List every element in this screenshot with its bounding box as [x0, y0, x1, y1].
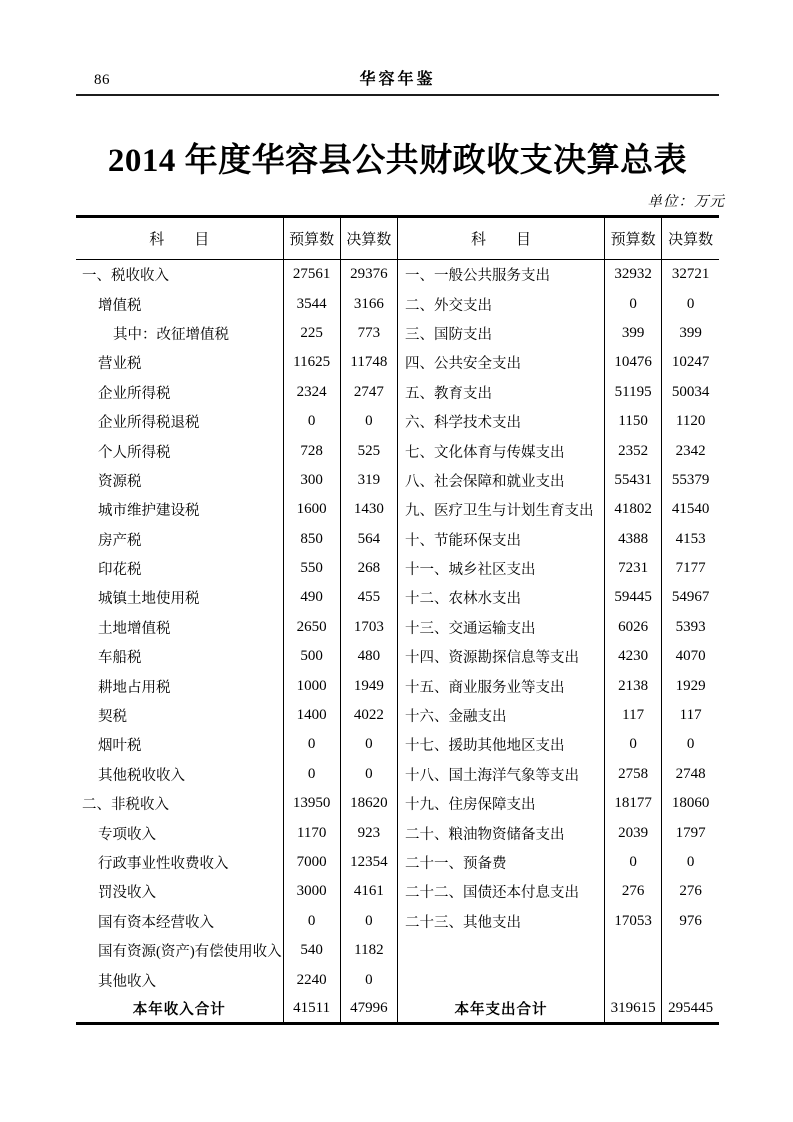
- left-final-cell: 480: [340, 642, 397, 671]
- left-subject-cell: 烟叶税: [98, 738, 142, 755]
- unit-note: 单位：万元: [647, 194, 725, 210]
- right-budget-cell: 2039: [605, 818, 662, 847]
- left-budget-cell: 2650: [283, 613, 340, 642]
- right-subject-cell: 二十三、其他支出: [397, 907, 604, 936]
- left-budget-cell: 540: [283, 936, 340, 965]
- left-subject-cell: 企业所得税退税: [98, 415, 200, 432]
- table-row: [76, 907, 719, 936]
- left-final-cell: 564: [340, 525, 397, 554]
- left-final-cell: 11748: [340, 348, 397, 377]
- left-final-cell: 773: [340, 319, 397, 348]
- right-budget-cell: 59445: [605, 583, 662, 612]
- right-subject-cell: 二十一、预备费: [397, 848, 604, 877]
- left-budget-cell: 1170: [283, 818, 340, 847]
- right-budget-cell: 4230: [605, 642, 662, 671]
- right-budget-cell: 117: [605, 701, 662, 730]
- left-budget-cell: 0: [283, 907, 340, 936]
- left-budget-cell: 13950: [283, 789, 340, 818]
- right-budget-cell: 0: [605, 730, 662, 759]
- left-budget-cell: 3000: [283, 877, 340, 906]
- right-subject-cell: 十、节能环保支出: [397, 525, 604, 554]
- table-total: [76, 995, 719, 1024]
- left-budget-cell: 0: [283, 407, 340, 436]
- right-budget-cell: 2352: [605, 436, 662, 465]
- left-final-cell: 0: [340, 965, 397, 994]
- left-final-cell: 1949: [340, 671, 397, 700]
- left-subject-cell: 增值税: [98, 297, 142, 314]
- left-subject-cell: 契税: [98, 709, 127, 726]
- right-final-cell: 0: [662, 289, 719, 318]
- table-row: [76, 671, 719, 700]
- left-subject-cell: 二、非税收入: [82, 797, 169, 814]
- left-subject-cell: 罚没收入: [98, 885, 156, 902]
- table-row: [76, 525, 719, 554]
- right-final-cell: 50034: [662, 378, 719, 407]
- right-final-cell: 5393: [662, 613, 719, 642]
- left-budget-cell: 11625: [283, 348, 340, 377]
- left-final-cell: 923: [340, 818, 397, 847]
- table-row: [76, 642, 719, 671]
- page-number: 86: [94, 72, 110, 88]
- right-budget-cell: 399: [605, 319, 662, 348]
- right-final-cell: 1120: [662, 407, 719, 436]
- left-final-cell: 455: [340, 583, 397, 612]
- table-row: [76, 583, 719, 612]
- left-subject-cell: 其他收入: [98, 973, 156, 990]
- left-subject-cell: 一、税收收入: [82, 268, 169, 285]
- right-budget-cell: 0: [605, 848, 662, 877]
- left-subject-cell: 车船税: [98, 650, 142, 667]
- table-row: [76, 701, 719, 730]
- left-subject-cell: 资源税: [98, 473, 142, 490]
- header-subject-right: 科 目: [397, 217, 604, 260]
- right-budget-cell: 18177: [605, 789, 662, 818]
- right-budget-cell: 55431: [605, 466, 662, 495]
- left-subject-cell: 企业所得税: [98, 385, 171, 402]
- table-row: [76, 760, 719, 789]
- table-body: [76, 260, 719, 995]
- table-row: [76, 466, 719, 495]
- right-final-cell: 117: [662, 701, 719, 730]
- right-final-cell: 0: [662, 848, 719, 877]
- table-row: [76, 407, 719, 436]
- page-content: [76, 0, 725, 1025]
- left-final-cell: 0: [340, 907, 397, 936]
- right-budget-cell: 10476: [605, 348, 662, 377]
- left-subject-cell: 个人所得税: [98, 444, 171, 461]
- right-budget-cell: 1150: [605, 407, 662, 436]
- right-final-cell: 2748: [662, 760, 719, 789]
- running-header: [76, 0, 719, 96]
- left-budget-cell: 1000: [283, 671, 340, 700]
- left-budget-cell: 490: [283, 583, 340, 612]
- left-subject-cell: 土地增值税: [98, 620, 171, 637]
- left-final-cell: 4161: [340, 877, 397, 906]
- right-final-cell: 2342: [662, 436, 719, 465]
- total-revenue-budget: 41511: [283, 995, 340, 1024]
- right-subject-cell: 十五、商业服务业等支出: [397, 671, 604, 700]
- header-final-right: 决算数: [662, 217, 719, 260]
- left-final-cell: 18620: [340, 789, 397, 818]
- left-budget-cell: 1400: [283, 701, 340, 730]
- left-subject-cell: 国有资源(资产)有偿使用收入: [98, 944, 282, 961]
- right-budget-cell: 7231: [605, 554, 662, 583]
- table-row: [76, 348, 719, 377]
- left-final-cell: 29376: [340, 260, 397, 290]
- right-subject-cell: 五、教育支出: [397, 378, 604, 407]
- right-final-cell: 7177: [662, 554, 719, 583]
- table-row: [76, 378, 719, 407]
- right-final-cell: 41540: [662, 495, 719, 524]
- right-final-cell: 1797: [662, 818, 719, 847]
- right-subject-cell: 七、文化体育与传媒支出: [397, 436, 604, 465]
- left-budget-cell: 27561: [283, 260, 340, 290]
- right-budget-cell: 4388: [605, 525, 662, 554]
- left-budget-cell: 0: [283, 760, 340, 789]
- right-subject-cell: 九、医疗卫生与计划生育支出: [397, 495, 604, 524]
- left-final-cell: 3166: [340, 289, 397, 318]
- right-budget-cell: 6026: [605, 613, 662, 642]
- table-row: [76, 613, 719, 642]
- table-row: [76, 965, 719, 994]
- left-budget-cell: 2324: [283, 378, 340, 407]
- table-row: [76, 848, 719, 877]
- right-subject-cell: 三、国防支出: [397, 319, 604, 348]
- right-budget-cell: 0: [605, 289, 662, 318]
- table-row: [76, 554, 719, 583]
- right-final-cell: 55379: [662, 466, 719, 495]
- header-subject-left: 科 目: [76, 217, 283, 260]
- left-subject-cell: 耕地占用税: [98, 679, 171, 696]
- right-subject-cell: 二、外交支出: [397, 289, 604, 318]
- left-budget-cell: 225: [283, 319, 340, 348]
- right-final-cell: 1929: [662, 671, 719, 700]
- right-subject-cell: 四、公共安全支出: [397, 348, 604, 377]
- total-expenditure-budget: 319615: [605, 995, 662, 1024]
- left-budget-cell: 1600: [283, 495, 340, 524]
- left-final-cell: 525: [340, 436, 397, 465]
- table-row: [76, 877, 719, 906]
- right-final-cell: 54967: [662, 583, 719, 612]
- right-final-cell: 276: [662, 877, 719, 906]
- right-subject-cell: 十七、援助其他地区支出: [397, 730, 604, 759]
- right-subject-cell: 八、社会保障和就业支出: [397, 466, 604, 495]
- right-subject-cell: 十三、交通运输支出: [397, 613, 604, 642]
- total-expenditure-label: 本年支出合计: [397, 995, 604, 1024]
- right-subject-cell: 二十二、国债还本付息支出: [397, 877, 604, 906]
- right-final-cell: [662, 936, 719, 965]
- left-final-cell: 12354: [340, 848, 397, 877]
- table-row: [76, 319, 719, 348]
- right-subject-cell: 十四、资源勘探信息等支出: [397, 642, 604, 671]
- right-final-cell: 976: [662, 907, 719, 936]
- table-row: [76, 260, 719, 290]
- table-row: [76, 289, 719, 318]
- right-final-cell: 18060: [662, 789, 719, 818]
- left-final-cell: 0: [340, 760, 397, 789]
- finance-table: [76, 215, 719, 1025]
- left-final-cell: 2747: [340, 378, 397, 407]
- table-row: [76, 789, 719, 818]
- header-budget-right: 预算数: [605, 217, 662, 260]
- total-revenue-label: 本年收入合计: [132, 1001, 226, 1018]
- table-header-row: [76, 217, 719, 260]
- right-subject-cell: [397, 936, 604, 965]
- right-budget-cell: 17053: [605, 907, 662, 936]
- table-row: [76, 936, 719, 965]
- left-budget-cell: 0: [283, 730, 340, 759]
- left-subject-cell: 印花税: [98, 562, 142, 579]
- right-subject-cell: 一、一般公共服务支出: [397, 260, 604, 290]
- left-final-cell: 319: [340, 466, 397, 495]
- header-final-left: 决算数: [340, 217, 397, 260]
- right-subject-cell: 十九、住房保障支出: [397, 789, 604, 818]
- right-final-cell: 10247: [662, 348, 719, 377]
- left-subject-cell: 专项收入: [98, 826, 156, 843]
- right-subject-cell: 六、科学技术支出: [397, 407, 604, 436]
- left-final-cell: 1703: [340, 613, 397, 642]
- left-budget-cell: 3544: [283, 289, 340, 318]
- left-subject-cell: 国有资本经营收入: [98, 914, 214, 931]
- left-budget-cell: 850: [283, 525, 340, 554]
- left-final-cell: 1182: [340, 936, 397, 965]
- right-budget-cell: [605, 936, 662, 965]
- table-row: [76, 495, 719, 524]
- right-final-cell: 4153: [662, 525, 719, 554]
- right-subject-cell: 十六、金融支出: [397, 701, 604, 730]
- left-final-cell: 0: [340, 730, 397, 759]
- left-budget-cell: 728: [283, 436, 340, 465]
- right-subject-cell: 十一、城乡社区支出: [397, 554, 604, 583]
- table-row: [76, 818, 719, 847]
- left-subject-cell: 行政事业性收费收入: [98, 856, 229, 872]
- total-row: [76, 995, 719, 1024]
- right-budget-cell: 41802: [605, 495, 662, 524]
- right-final-cell: 0: [662, 730, 719, 759]
- header-budget-left: 预算数: [283, 217, 340, 260]
- left-budget-cell: 550: [283, 554, 340, 583]
- left-subject-cell: 城市维护建设税: [98, 503, 200, 520]
- left-budget-cell: 2240: [283, 965, 340, 994]
- left-final-cell: 4022: [340, 701, 397, 730]
- right-subject-cell: 十八、国土海洋气象等支出: [397, 760, 604, 789]
- book-title: 华容年鉴: [359, 71, 436, 88]
- left-subject-cell: 城镇土地使用税: [98, 591, 200, 608]
- table-row: [76, 436, 719, 465]
- table-header: [76, 217, 719, 260]
- left-subject-cell: 房产税: [98, 532, 142, 549]
- left-subject-cell: 营业税: [98, 356, 142, 373]
- left-final-cell: 0: [340, 407, 397, 436]
- right-budget-cell: 2138: [605, 671, 662, 700]
- right-subject-cell: 十二、农林水支出: [397, 583, 604, 612]
- left-final-cell: 268: [340, 554, 397, 583]
- table-row: [76, 730, 719, 759]
- right-subject-cell: 二十、粮油物资储备支出: [397, 818, 604, 847]
- left-final-cell: 1430: [340, 495, 397, 524]
- right-final-cell: 32721: [662, 260, 719, 290]
- left-budget-cell: 7000: [283, 848, 340, 877]
- right-final-cell: 399: [662, 319, 719, 348]
- right-budget-cell: 32932: [605, 260, 662, 290]
- left-budget-cell: 500: [283, 642, 340, 671]
- right-subject-cell: [397, 965, 604, 994]
- left-subject-cell: 其中：改征增值税: [113, 326, 229, 343]
- right-final-cell: 4070: [662, 642, 719, 671]
- right-budget-cell: 276: [605, 877, 662, 906]
- right-budget-cell: 2758: [605, 760, 662, 789]
- total-expenditure-final: 295445: [662, 995, 719, 1024]
- right-final-cell: [662, 965, 719, 994]
- right-budget-cell: 51195: [605, 378, 662, 407]
- left-subject-cell: 其他税收收入: [98, 767, 185, 784]
- right-budget-cell: [605, 965, 662, 994]
- total-revenue-final: 47996: [340, 995, 397, 1024]
- left-budget-cell: 300: [283, 466, 340, 495]
- document-title: 2014 年度华容县公共财政收支决算总表: [107, 143, 688, 179]
